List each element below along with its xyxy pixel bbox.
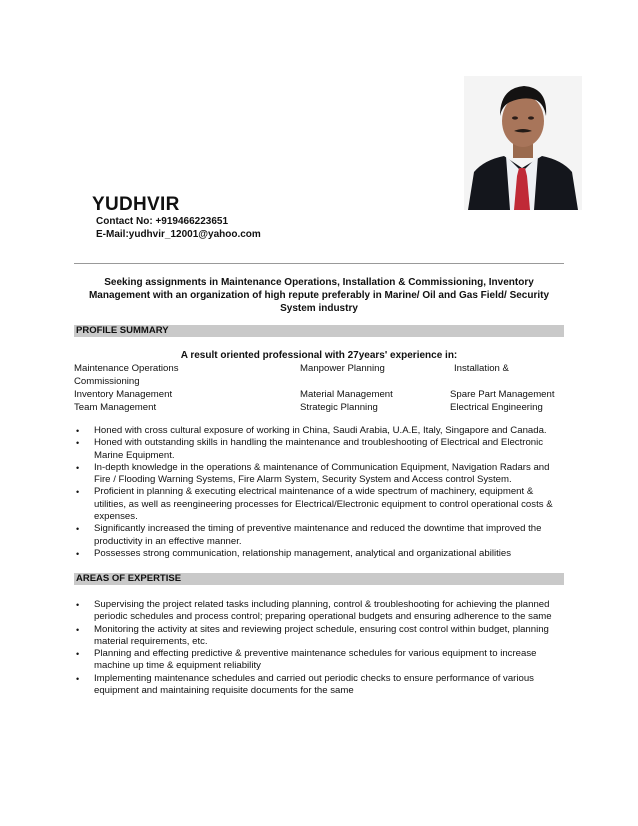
list-item <box>74 425 564 437</box>
skill-cell: Material Management <box>300 389 393 400</box>
list-item <box>74 437 564 462</box>
skill-cell: Spare Part Management <box>450 389 555 400</box>
list-item <box>74 648 564 673</box>
list-item <box>74 523 564 548</box>
list-item <box>74 486 564 523</box>
bullet-icon: • <box>76 548 80 559</box>
skill-cell: Electrical Engineering <box>450 402 543 413</box>
list-item <box>74 624 564 649</box>
contact-email: E-Mail:yudhvir_12001@yahoo.com <box>96 229 261 240</box>
header-divider <box>74 263 564 264</box>
skills-row <box>74 363 564 376</box>
list-item-text: Honed with outstanding skills in handling the maintenance and troubleshooting of Electrical and Electronic Marine Equipment. <box>94 437 544 461</box>
bullet-icon: • <box>76 487 80 498</box>
skill-cell: Installation & <box>454 363 509 374</box>
list-item-text: Supervising the project related tasks including planning, control & troubleshooting for achieving the planned periodic schedules and process control; preparing operational budgets and ensuring adherence to the same <box>94 599 552 623</box>
list-item-text: Monitoring the activity at sites and reviewing project schedule, ensuring cost control within budget, planning material requirements, etc. <box>94 623 549 647</box>
list-item-text: Possesses strong communication, relationship management, analytical and organizational abilities <box>94 547 512 559</box>
skills-row <box>74 389 564 402</box>
objective-line: Seeking assignments in Maintenance Operations, Installation & Commissioning, Inventory <box>104 277 534 288</box>
list-item <box>74 548 564 560</box>
list-item-text: In-depth knowledge in the operations & maintenance of Communication Equipment, Navigation Radars and Fire / Flooding Warning Systems, Fire Alarm System, Security System and Access control System. <box>94 461 550 486</box>
contact-phone: Contact No: +919466223651 <box>96 216 229 227</box>
skill-cell: Maintenance Operations <box>74 363 179 374</box>
bullet-icon: • <box>76 600 80 610</box>
objective-line: Management with an organization of high repute preferably in Marine/ Oil and Gas Field/ Security <box>88 290 550 301</box>
career-objective <box>74 276 564 315</box>
skill-cell: Inventory Management <box>74 389 173 400</box>
skill-cell: Commissioning <box>74 376 140 387</box>
list-item-text: Implementing maintenance schedules and carried out periodic checks to ensure performance of various equipment and maintaining requisite documents for the same <box>94 672 534 697</box>
skill-cell: Team Management <box>74 402 157 413</box>
list-item <box>74 599 564 624</box>
skill-cell: Manpower Planning <box>300 363 385 374</box>
list-item <box>74 673 564 698</box>
portrait-image <box>464 76 582 210</box>
skills-grid <box>74 363 564 415</box>
candidate-name: YUDHVIR <box>92 194 180 215</box>
bullet-icon: • <box>76 624 80 635</box>
list-item-text: Planning and effecting predictive & preventive maintenance schedules for various equipment to increase machine up time & equipment reliability <box>94 648 537 672</box>
profile-summary-heading: PROFILE SUMMARY <box>74 325 564 337</box>
bullet-icon: • <box>76 524 80 535</box>
list-item-text: Significantly increased the timing of preventive maintenance and reduced the downtime that improved the productivity in an effective manner. <box>94 523 542 547</box>
bullet-icon: • <box>76 649 80 660</box>
skill-cell: Strategic Planning <box>300 402 378 413</box>
bullet-icon: • <box>76 438 80 449</box>
skills-row <box>74 376 564 389</box>
list-item <box>74 462 564 487</box>
expertise-bullets <box>74 599 564 697</box>
profile-intro: A result oriented professional with 27years' experience in: <box>180 350 458 361</box>
list-item-text: Proficient in planning & executing electrical maintenance of a wide spectrum of machinery, equipment & utilities, as well as reengineering processes for Electrical/Electronic equipment to control operational costs & expenses. <box>94 486 553 523</box>
bullet-icon: • <box>76 426 80 436</box>
objective-line: System industry <box>280 303 358 314</box>
bullet-icon: • <box>76 462 80 473</box>
profile-bullets <box>74 425 564 560</box>
contact-block <box>96 215 261 241</box>
profile-photo <box>464 76 582 210</box>
list-item-text: Honed with cross cultural exposure of working in China, Saudi Arabia, U.A.E, Italy, Singapore and Canada. <box>94 425 547 436</box>
bullet-icon: • <box>76 673 80 684</box>
skills-row <box>74 402 564 415</box>
areas-of-expertise-heading: AREAS OF EXPERTISE <box>74 573 564 585</box>
